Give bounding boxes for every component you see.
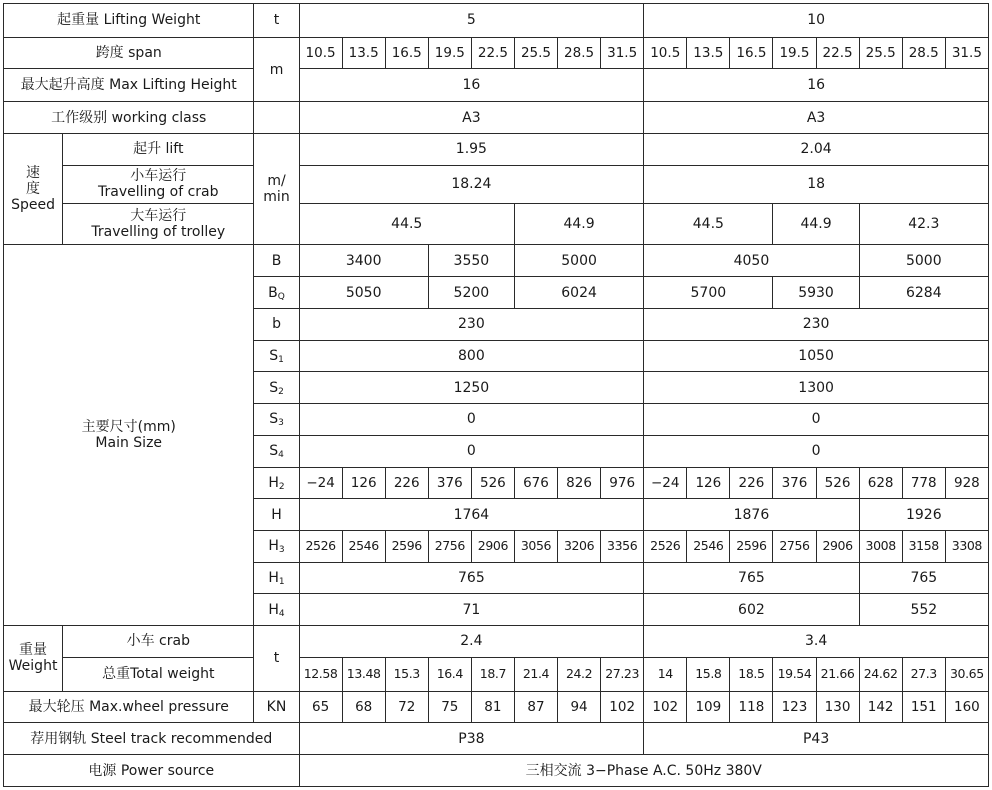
span-cell: 13.5 bbox=[687, 37, 730, 69]
row-steel-track bbox=[4, 723, 989, 755]
H1-cell: 765 bbox=[299, 562, 644, 594]
H2-cell: 226 bbox=[730, 467, 773, 499]
H3-cell: 2526 bbox=[299, 530, 342, 562]
label-lift: 起升 lift bbox=[63, 133, 254, 165]
S3-5: 0 bbox=[299, 404, 644, 436]
label-trolley-travel: 大车运行 Travelling of trolley bbox=[63, 203, 254, 245]
span-cell: 16.5 bbox=[385, 37, 428, 69]
wheel-pressure-cell: 87 bbox=[514, 691, 557, 723]
H2-cell: 376 bbox=[773, 467, 816, 499]
wheel-pressure-cell: 130 bbox=[816, 691, 859, 723]
span-cell: 31.5 bbox=[945, 37, 988, 69]
unit-kn: KN bbox=[254, 691, 299, 723]
span-cell: 28.5 bbox=[558, 37, 601, 69]
row-total-weight bbox=[4, 657, 989, 691]
span-cell: 10.5 bbox=[644, 37, 687, 69]
span-cell: 25.5 bbox=[514, 37, 557, 69]
S1-10: 1050 bbox=[644, 340, 989, 372]
span-cell: 19.5 bbox=[773, 37, 816, 69]
H-cell: 1926 bbox=[859, 499, 988, 531]
S2-5: 1250 bbox=[299, 372, 644, 404]
H3-cell: 3356 bbox=[601, 530, 644, 562]
H2-cell: 126 bbox=[342, 467, 385, 499]
label-weight: 重量 Weight bbox=[4, 626, 63, 691]
H-cell: 1876 bbox=[644, 499, 859, 531]
total-weight-cell: 30.65 bbox=[945, 657, 988, 691]
max-height-10: 16 bbox=[644, 69, 989, 102]
total-weight-cell: 27.3 bbox=[902, 657, 945, 691]
symbol-S3: $S_3$ bbox=[254, 404, 299, 436]
wheel-pressure-cell: 142 bbox=[859, 691, 902, 723]
row-speed-trolley bbox=[4, 203, 989, 245]
capacity-10: 10 bbox=[644, 4, 989, 38]
B-cell: 3400 bbox=[299, 245, 428, 277]
H2-cell: 976 bbox=[601, 467, 644, 499]
H2-cell: 526 bbox=[471, 467, 514, 499]
trolley-speed: 44.5 bbox=[644, 203, 773, 245]
wheel-pressure-cell: 109 bbox=[687, 691, 730, 723]
label-main-size: 主要尺寸(mm) Main Size bbox=[4, 245, 254, 626]
S1-5: 800 bbox=[299, 340, 644, 372]
label-crab-travel: 小车运行 Travelling of crab bbox=[63, 165, 254, 203]
span-cell: 25.5 bbox=[859, 37, 902, 69]
H4-cell: 71 bbox=[299, 594, 644, 626]
S4-5: 0 bbox=[299, 435, 644, 467]
row-span bbox=[4, 37, 989, 69]
BQ-cell: 5200 bbox=[428, 277, 514, 309]
row-wheel-pressure bbox=[4, 691, 989, 723]
wheel-pressure-cell: 65 bbox=[299, 691, 342, 723]
symbol-BQ: $B_Q$ bbox=[254, 277, 299, 309]
wheel-pressure-cell: 151 bbox=[902, 691, 945, 723]
BQ-cell: 5930 bbox=[773, 277, 859, 309]
label-steel-track: 荐用钢轨 Steel track recommended bbox=[4, 723, 300, 755]
span-cell: 16.5 bbox=[730, 37, 773, 69]
trolley-speed: 42.3 bbox=[859, 203, 988, 245]
wheel-pressure-cell: 94 bbox=[558, 691, 601, 723]
BQ-cell: 6284 bbox=[859, 277, 988, 309]
H2-cell: 376 bbox=[428, 467, 471, 499]
H1-cell: 765 bbox=[859, 562, 988, 594]
label-crab-weight: 小车 crab bbox=[63, 626, 254, 658]
total-weight-cell: 27.23 bbox=[601, 657, 644, 691]
wheel-pressure-cell: 102 bbox=[644, 691, 687, 723]
H3-cell: 2906 bbox=[471, 530, 514, 562]
H3-cell: 3158 bbox=[902, 530, 945, 562]
H2-cell: 928 bbox=[945, 467, 988, 499]
B-cell: 4050 bbox=[644, 245, 859, 277]
specification-table bbox=[3, 3, 989, 787]
crab-weight-10: 3.4 bbox=[644, 626, 989, 658]
H3-cell: 2546 bbox=[342, 530, 385, 562]
H2-cell: −24 bbox=[644, 467, 687, 499]
capacity-5: 5 bbox=[299, 4, 644, 38]
total-weight-cell: 18.7 bbox=[471, 657, 514, 691]
label-power-source: 电源 Power source bbox=[4, 755, 300, 787]
H3-cell: 3056 bbox=[514, 530, 557, 562]
symbol-H: H bbox=[254, 499, 299, 531]
crab-speed-10: 18 bbox=[644, 165, 989, 203]
span-cell: 13.5 bbox=[342, 37, 385, 69]
H2-cell: 778 bbox=[902, 467, 945, 499]
symbol-B: B bbox=[254, 245, 299, 277]
H3-cell: 2526 bbox=[644, 530, 687, 562]
row-power-source bbox=[4, 755, 989, 787]
H3-cell: 2596 bbox=[385, 530, 428, 562]
symbol-S2: $S_2$ bbox=[254, 372, 299, 404]
total-weight-cell: 15.3 bbox=[385, 657, 428, 691]
wheel-pressure-cell: 81 bbox=[471, 691, 514, 723]
unit-t-weight: t bbox=[254, 626, 299, 691]
crab-weight-5: 2.4 bbox=[299, 626, 644, 658]
B-cell: 5000 bbox=[514, 245, 643, 277]
span-cell: 10.5 bbox=[299, 37, 342, 69]
trolley-speed: 44.9 bbox=[773, 203, 859, 245]
label-wheel-pressure: 最大轮压 Max.wheel pressure bbox=[4, 691, 254, 723]
H3-cell: 2596 bbox=[730, 530, 773, 562]
row-speed-lift bbox=[4, 133, 989, 165]
H3-cell: 2546 bbox=[687, 530, 730, 562]
H2-cell: 676 bbox=[514, 467, 557, 499]
total-weight-cell: 13.48 bbox=[342, 657, 385, 691]
track-10: P43 bbox=[644, 723, 989, 755]
unit-empty bbox=[254, 102, 299, 134]
trolley-speed: 44.5 bbox=[299, 203, 514, 245]
lift-speed-5: 1.95 bbox=[299, 133, 644, 165]
row-B bbox=[4, 245, 989, 277]
H3-cell: 3308 bbox=[945, 530, 988, 562]
S4-10: 0 bbox=[644, 435, 989, 467]
H3-cell: 3008 bbox=[859, 530, 902, 562]
symbol-S1: $S_1$ bbox=[254, 340, 299, 372]
H4-cell: 552 bbox=[859, 594, 988, 626]
span-cell: 19.5 bbox=[428, 37, 471, 69]
row-max-height bbox=[4, 69, 989, 102]
total-weight-cell: 21.66 bbox=[816, 657, 859, 691]
symbol-H1: $H_1$ bbox=[254, 562, 299, 594]
row-crab-weight bbox=[4, 626, 989, 658]
speed-cn-1: 速 bbox=[26, 165, 41, 182]
H2-cell: 226 bbox=[385, 467, 428, 499]
unit-t: t bbox=[254, 4, 299, 38]
crab-speed-5: 18.24 bbox=[299, 165, 644, 203]
wheel-pressure-cell: 75 bbox=[428, 691, 471, 723]
H2-cell: −24 bbox=[299, 467, 342, 499]
total-weight-cell: 14 bbox=[644, 657, 687, 691]
H3-cell: 2756 bbox=[773, 530, 816, 562]
span-cell: 28.5 bbox=[902, 37, 945, 69]
symbol-H2: $H_2$ bbox=[254, 467, 299, 499]
unit-m: m bbox=[254, 37, 299, 101]
row-speed-crab bbox=[4, 165, 989, 203]
wheel-pressure-cell: 160 bbox=[945, 691, 988, 723]
track-5: P38 bbox=[299, 723, 644, 755]
class-10: A3 bbox=[644, 102, 989, 134]
class-5: A3 bbox=[299, 102, 644, 134]
power-source-value: 三相交流 3−Phase A.C. 50Hz 380V bbox=[299, 755, 988, 787]
wheel-pressure-cell: 123 bbox=[773, 691, 816, 723]
H1-cell: 765 bbox=[644, 562, 859, 594]
BQ-cell: 6024 bbox=[514, 277, 643, 309]
symbol-S4: $S_4$ bbox=[254, 435, 299, 467]
row-lifting-weight bbox=[4, 4, 989, 38]
span-cell: 22.5 bbox=[816, 37, 859, 69]
symbol-b: b bbox=[254, 308, 299, 340]
lift-speed-10: 2.04 bbox=[644, 133, 989, 165]
speed-cn-2: 度 bbox=[26, 181, 41, 198]
H4-cell: 602 bbox=[644, 594, 859, 626]
S2-10: 1300 bbox=[644, 372, 989, 404]
label-span: 跨度 span bbox=[4, 37, 254, 69]
wheel-pressure-cell: 102 bbox=[601, 691, 644, 723]
B-cell: 5000 bbox=[859, 245, 988, 277]
S3-10: 0 bbox=[644, 404, 989, 436]
speed-en: Speed bbox=[11, 197, 55, 214]
total-weight-cell: 12.58 bbox=[299, 657, 342, 691]
row-working-class bbox=[4, 102, 989, 134]
H2-cell: 826 bbox=[558, 467, 601, 499]
label-working-class: 工作级别 working class bbox=[4, 102, 254, 134]
H2-cell: 126 bbox=[687, 467, 730, 499]
wheel-pressure-cell: 68 bbox=[342, 691, 385, 723]
symbol-H4: $H_4$ bbox=[254, 594, 299, 626]
BQ-cell: 5700 bbox=[644, 277, 773, 309]
unit-speed: m/ min bbox=[254, 133, 299, 245]
total-weight-cell: 16.4 bbox=[428, 657, 471, 691]
H3-cell: 2906 bbox=[816, 530, 859, 562]
label-speed bbox=[4, 133, 63, 245]
span-cell: 22.5 bbox=[471, 37, 514, 69]
max-height-5: 16 bbox=[299, 69, 644, 102]
H2-cell: 526 bbox=[816, 467, 859, 499]
H2-cell: 628 bbox=[859, 467, 902, 499]
total-weight-cell: 19.54 bbox=[773, 657, 816, 691]
BQ-cell: 5050 bbox=[299, 277, 428, 309]
symbol-H3: $H_3$ bbox=[254, 530, 299, 562]
wheel-pressure-cell: 118 bbox=[730, 691, 773, 723]
B-cell: 3550 bbox=[428, 245, 514, 277]
total-weight-cell: 24.2 bbox=[558, 657, 601, 691]
b-10: 230 bbox=[644, 308, 989, 340]
total-weight-cell: 21.4 bbox=[514, 657, 557, 691]
H3-cell: 3206 bbox=[558, 530, 601, 562]
trolley-speed: 44.9 bbox=[514, 203, 643, 245]
H3-cell: 2756 bbox=[428, 530, 471, 562]
label-max-height: 最大起升高度 Max Lifting Height bbox=[4, 69, 254, 102]
label-lifting-weight: 起重量 Lifting Weight bbox=[4, 4, 254, 38]
wheel-pressure-cell: 72 bbox=[385, 691, 428, 723]
total-weight-cell: 24.62 bbox=[859, 657, 902, 691]
span-cell: 31.5 bbox=[601, 37, 644, 69]
total-weight-cell: 15.8 bbox=[687, 657, 730, 691]
b-5: 230 bbox=[299, 308, 644, 340]
H-cell: 1764 bbox=[299, 499, 644, 531]
total-weight-cell: 18.5 bbox=[730, 657, 773, 691]
label-total-weight: 总重Total weight bbox=[63, 657, 254, 691]
